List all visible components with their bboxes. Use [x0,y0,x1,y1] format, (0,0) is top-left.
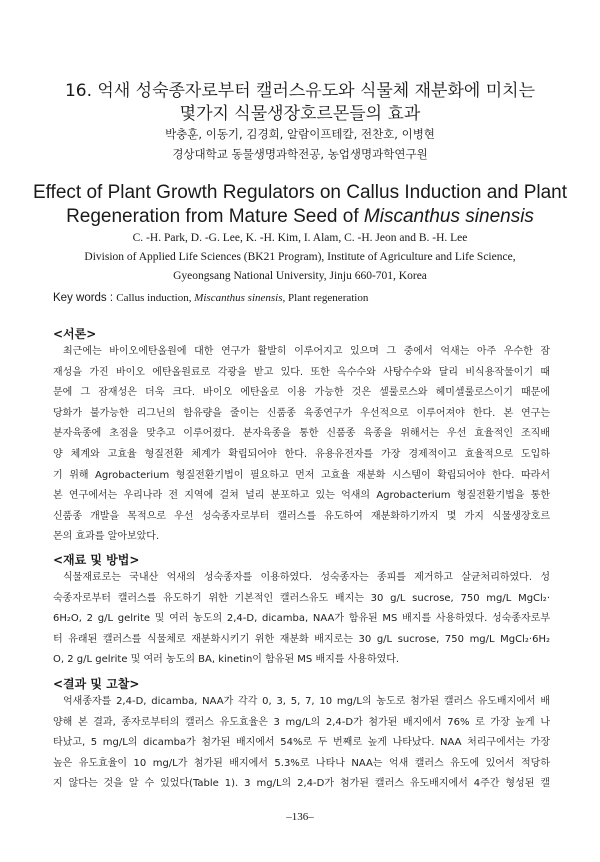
english-authors: C. -H. Park, D. -G. Lee, K. -H. Kim, I. Alam, C. -H. Jeon and B. -H. Lee [132,232,468,244]
english-affiliation-line-1: Division of Applied Life Sciences (BK21 Program), Institute of Agriculture and Life Science, [84,251,516,263]
english-title-line-2-prefix: Regeneration from Mature Seed of [66,206,364,227]
intro-line: 신품종 개발을 목적으로 우선 성숙종자로부터 캘러스를 유도하여 재분화하기까지 몇 가지 식물생장호르 [53,510,550,522]
intro-line: 최근에는 바이오에탄올원에 대한 연구가 활발히 이루어지고 있으며 그 중에서 억새는 아주 우수한 잠 [63,346,550,357]
methods-line: O, 2 g/L gelrite 및 여러 농도의 BA, kinetin이 함유된 MS 배지를 사용하였다. [53,654,400,666]
intro-line: 재성을 가진 바이오 에탄올원료로 각광을 받고 있다. 또한 옥수수와 사탕수수와 달리 비식용작물이기 때 [53,366,550,378]
korean-affiliation: 경상대학교 동물생명과학전공, 농업생명과학연구원 [172,147,428,161]
english-affiliation-line-2: Gyeongsang National University, Jinju 660-701, Korea [173,270,427,282]
keywords-part-1: Callus induction, [116,292,195,304]
english-title-line-2 [30,205,570,229]
section-body-introduction [53,342,550,548]
keywords-part-2: , Plant regeneration [282,292,369,304]
intro-line: 몬의 효과를 알아보았다. [53,531,160,543]
intro-line: 문에 그 잠재성은 더욱 크다. 바이오 에탄올로 이용 가능한 것은 셀룰로스와 헤미셀룰로스이기 때문에 [53,387,550,399]
methods-line: 6H₂O, 2 g/L gelrite 및 여러 농도의 2,4-D, dicamba, NAA가 함유된 MS 배지를 사용하였다. 성숙종자로부 [53,613,550,625]
intro-line: 양 체계와 고효율 형질전환 체계가 확립되어야 한다. 유용유전자를 가장 경제적이고 효율적으로 도입하 [53,448,550,460]
results-line: 타났고, 5 mg/L의 dicamba가 첨가된 배지에서 54%로 두 번째로 높게 나타났다. NAA 처리구에서는 가장 [53,737,550,749]
methods-line: 식물재료로는 국내산 억새의 성숙종자를 이용하였다. 성숙종자는 종피를 제거하고 살균처리하였다. 성 [63,572,550,583]
intro-line: 기 위해 Agrobacterium 형질전환기법이 필요하고 먼저 고효율 재분화 시스템이 확립되어야 한다. 따라서 [53,469,550,481]
korean-title-line-2: 몇가지 식물생장호르몬들의 효과 [179,104,421,124]
section-body-results-discussion [53,692,550,795]
intro-line: 당화가 불가능한 리그닌의 함유량을 줄이는 신품종 육종연구가 우선적으로 이루어져야 한다. 본 연구는 [53,407,550,419]
keywords-species: Miscanthus sinensis [194,292,283,304]
page-number: –136– [286,811,314,823]
results-line: 지 않다는 것을 알 수 있었다(Table 1). 3 mg/L의 2,4-D가 첨가된 캘러스 유도배지에서 4주간 형성된 캘 [53,778,550,790]
section-heading-introduction: <서론> [53,327,97,341]
methods-line: 터 유래된 캘러스를 식물체로 재분화시키기 위한 재분화 배지로는 30 g/L sucrose, 750 mg/L MgCl₂·6H₂ [53,633,550,645]
methods-line: 숙종자로부터 캘러스를 유도하기 위한 기본적인 캘러스유도 배지는 30 g/L sucrose, 750 mg/L MgCl₂· [53,592,550,604]
results-line: 양해 본 결과, 종자로부터의 캘러스 유도효율은 3 mg/L의 2,4-D가 첨가된 배지에서 76% 로 가장 높게 나 [53,716,550,728]
keywords-label: Key words : [53,292,117,304]
results-line: 억새종자를 2,4-D, dicamba, NAA가 각각 0, 3, 5, 7, 10 mg/L의 농도로 첨가된 캘러스 유도배지에서 배 [63,696,550,707]
korean-authors: 박충훈, 이동기, 김경희, 알람이프테칼, 전찬호, 이병현 [165,127,435,141]
korean-title-line-1: 16. 억새 성숙종자로부터 캘러스유도와 식물체 재분화에 미치는 [64,81,535,101]
english-title-line-1: Effect of Plant Growth Regulators on Callus Induction and Plant [32,182,568,203]
keywords [53,292,553,304]
results-line: 높은 유도효율이 10 mg/L가 첨가된 배지에서 5.3%로 나타나 NAA는 억새 캘러스 유도에 있어서 적당하 [53,757,550,769]
intro-line: 분자육종에 초점을 맞추고 이루어졌다. 분자육종을 통한 신품종 육종을 위해서는 우선 효율적인 조직배 [53,428,550,440]
section-heading-materials-methods: <재료 및 방법> [53,553,140,567]
english-title-species: Miscanthus sinensis [363,206,534,227]
section-body-materials-methods [53,568,550,671]
intro-line: 본 연구에서는 우리나라 전 지역에 걸쳐 널리 분포하고 있는 억새의 Agrobacterium 형질전환기법을 통한 [53,490,550,502]
section-heading-results-discussion: <결과 및 고찰> [53,677,140,691]
